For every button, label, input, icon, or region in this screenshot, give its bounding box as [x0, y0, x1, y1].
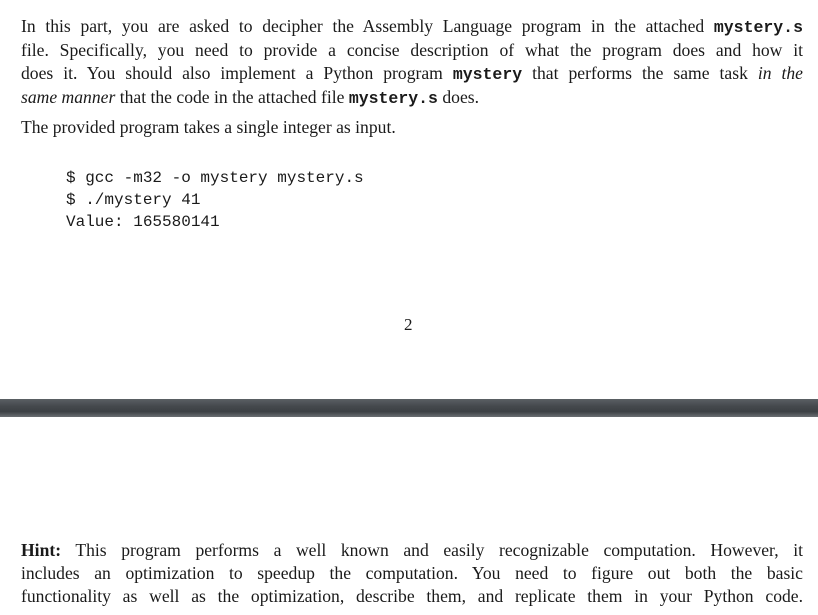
page-separator [0, 399, 818, 417]
hint-line-3: functionality as well as the optimization, describe them, and replicate them in your Python code. [21, 586, 803, 606]
filename-code: mystery.s [348, 89, 438, 108]
intro-text: that performs the same task [522, 63, 758, 83]
emphasis-text: in the [757, 63, 803, 83]
intro-line-2: file. Specifically, you need to provide a concise description of what the program does and how it [21, 40, 803, 60]
hint-line-2: includes an optimization to speedup the computation. You need to figure out both the basic [21, 563, 803, 583]
filename-code: mystery.s [713, 18, 803, 37]
code-line-compile: $ gcc -m32 -o mystery mystery.s [66, 169, 364, 187]
hint-paragraph [21, 539, 803, 608]
emphasis-text: same manner [21, 87, 116, 107]
intro-paragraph [21, 15, 803, 110]
intro-line-1 [21, 15, 803, 39]
page-number: 2 [404, 315, 413, 334]
intro-text: In this part, you are asked to decipher the Assembly Language program in the attached [21, 16, 714, 36]
input-note: The provided program takes a single integer as input. [21, 117, 396, 137]
code-line-run: $ ./mystery 41 [66, 191, 201, 209]
hint-label: Hint: [21, 540, 62, 560]
intro-text: does it. You should also implement a Python program [21, 63, 453, 83]
hint-text: This program performs a well known and easily recognizable computation. However, it [61, 540, 803, 560]
hint-line-1 [21, 539, 803, 562]
code-line-output: Value: 165580141 [66, 213, 220, 231]
intro-line-3 [21, 62, 803, 86]
intro-line-4 [21, 86, 803, 110]
program-name-code: mystery [452, 65, 523, 84]
intro-text: that the code in the attached file [115, 87, 349, 107]
intro-text: does. [437, 87, 479, 107]
